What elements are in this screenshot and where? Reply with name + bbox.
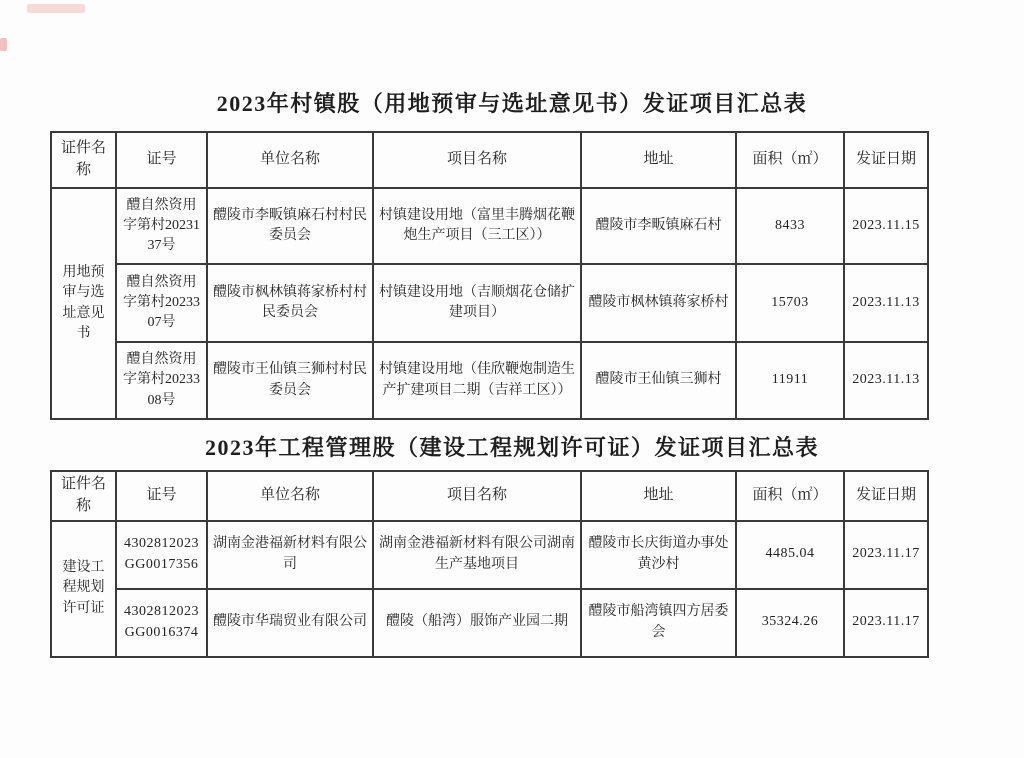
area-cell: 15703 (736, 264, 844, 342)
table-row (51, 188, 928, 264)
address-cell: 醴陵市船湾镇四方居委会 (581, 589, 736, 657)
header-cert-type: 证件名称 (51, 132, 116, 188)
header-area: 面积（㎡） (736, 132, 844, 188)
area-cell: 35324.26 (736, 589, 844, 657)
unit-cell: 醴陵市华瑞贸业有限公司 (207, 589, 373, 657)
cert-type-cell: 建设工程规划许可证 (51, 521, 116, 657)
table-row (51, 521, 928, 589)
scan-artifact-left (0, 38, 7, 51)
cert-no-cell: 4302812023GG0016374 (116, 589, 207, 657)
section1-title: 2023年村镇股（用地预审与选址意见书）发证项目汇总表 (216, 91, 808, 116)
unit-cell: 醴陵市李畈镇麻石村村民委员会 (207, 188, 373, 264)
header-issue-date: 发证日期 (844, 132, 928, 188)
address-cell: 醴陵市李畈镇麻石村 (581, 188, 736, 264)
table-header-row (51, 471, 928, 521)
header-address: 地址 (581, 471, 736, 521)
table-header-row (51, 132, 928, 188)
table-row (51, 589, 928, 657)
cert-no-cell: 4302812023GG0017356 (116, 521, 207, 589)
date-cell: 2023.11.15 (844, 188, 928, 264)
header-project-name: 项目名称 (373, 132, 581, 188)
unit-cell: 醴陵市枫林镇蒋家桥村村民委员会 (207, 264, 373, 342)
header-address: 地址 (581, 132, 736, 188)
project-cell: 村镇建设用地（富里丰腾烟花鞭炮生产项目（三工区）） (373, 188, 581, 264)
unit-cell: 湖南金港福新材料有限公司 (207, 521, 373, 589)
header-project-name: 项目名称 (373, 471, 581, 521)
header-cert-no: 证号 (116, 471, 207, 521)
table-row (51, 342, 928, 419)
area-cell: 11911 (736, 342, 844, 419)
project-cell: 村镇建设用地（佳欣鞭炮制造生产扩建项目二期（吉祥工区）） (373, 342, 581, 419)
address-cell: 醴陵市枫林镇蒋家桥村 (581, 264, 736, 342)
header-unit-name: 单位名称 (207, 132, 373, 188)
header-issue-date: 发证日期 (844, 471, 928, 521)
table-row (51, 264, 928, 342)
header-area: 面积（㎡） (736, 471, 844, 521)
header-unit-name: 单位名称 (207, 471, 373, 521)
header-cert-no: 证号 (116, 132, 207, 188)
area-cell: 8433 (736, 188, 844, 264)
date-cell: 2023.11.17 (844, 589, 928, 657)
construction-permit-table (50, 470, 929, 658)
project-cell: 湖南金港福新材料有限公司湖南生产基地项目 (373, 521, 581, 589)
date-cell: 2023.11.17 (844, 521, 928, 589)
cert-no-cell: 醴自然资用字第村2023308号 (116, 342, 207, 419)
cert-no-cell: 醴自然资用字第村2023307号 (116, 264, 207, 342)
address-cell: 醴陵市长庆街道办事处黄沙村 (581, 521, 736, 589)
section2-title: 2023年工程管理股（建设工程规划许可证）发证项目汇总表 (204, 435, 819, 460)
project-cell: 醴陵（船湾）服饰产业园二期 (373, 589, 581, 657)
header-cert-type: 证件名称 (51, 471, 116, 521)
land-preapproval-table (50, 131, 929, 420)
date-cell: 2023.11.13 (844, 264, 928, 342)
cert-type-cell: 用地预审与选址意见书 (51, 188, 116, 419)
area-cell: 4485.04 (736, 521, 844, 589)
unit-cell: 醴陵市王仙镇三狮村村民委员会 (207, 342, 373, 419)
project-cell: 村镇建设用地（吉顺烟花仓储扩建项目） (373, 264, 581, 342)
scan-artifact-top (27, 4, 85, 13)
date-cell: 2023.11.13 (844, 342, 928, 419)
cert-no-cell: 醴自然资用字第村2023137号 (116, 188, 207, 264)
address-cell: 醴陵市王仙镇三狮村 (581, 342, 736, 419)
